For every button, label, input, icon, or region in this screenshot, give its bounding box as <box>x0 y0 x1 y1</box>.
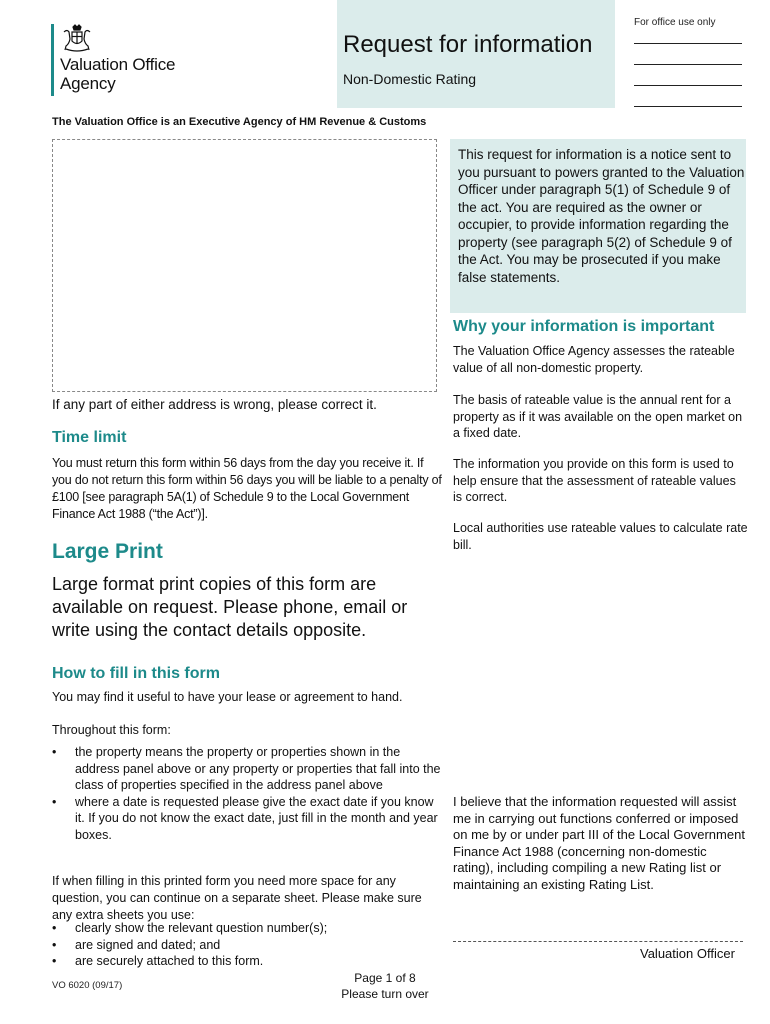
agency-statement: The Valuation Office is an Executive Agency of HM Revenue & Customs <box>52 116 427 128</box>
how-to-fill-heading: How to fill in this form <box>52 665 220 682</box>
royal-coat-of-arms-icon <box>60 24 94 54</box>
office-use-line-4 <box>634 106 742 107</box>
list-item-text: where a date is requested please give the exact date if you know it. If you do not know the exact date, just fill in the month and year boxes. <box>75 794 438 842</box>
why-paragraph-1: The Valuation Office Agency assesses the rateable value of all non-domestic property. <box>453 344 735 375</box>
list-item-text: are signed and dated; and <box>75 937 221 952</box>
address-panel <box>52 139 437 392</box>
throughout-label: Throughout this form: <box>52 723 171 737</box>
list-item <box>52 937 442 954</box>
page-indicator <box>335 970 435 1002</box>
list-item-text: clearly show the relevant question number(s); <box>75 921 328 935</box>
why-paragraph-4: Local authorities use rateable values to calculate rate bill. <box>453 521 748 552</box>
list-item <box>52 920 442 937</box>
why-paragraph-3: The information you provide on this form is used to help ensure that the assessment of rateable values is correct. <box>453 457 736 504</box>
large-print-heading: Large Print <box>52 540 163 563</box>
definitions-list <box>52 744 442 843</box>
list-item-text: the property means the property or properties shown in the address panel above or any property or properties that fall into the class of properties specified in the address panel above <box>75 745 441 792</box>
signature-line <box>453 941 743 942</box>
how-to-fill-intro: You may find it useful to have your lease or agreement to hand. <box>52 690 403 704</box>
signatory-label: Valuation Officer <box>640 946 735 961</box>
list-item-text: are securely attached to this form. <box>75 954 264 968</box>
bullet-marker: • <box>52 937 57 952</box>
time-limit-text: You must return this form within 56 days from the day you receive it. If you do not return this form within 56 days you will be liable to a penalty of £100 [see paragraph 5A(1) of Schedule 9 to the Local Government Finance Act 1988 (“the Act”)]. <box>52 456 442 521</box>
list-item <box>52 794 442 844</box>
why-important-heading: Why your information is important <box>453 318 715 335</box>
declaration-text: I believe that the information requested will assist me in carrying out functions conferred or imposed on me by or under part III of the Local Government Finance Act 1988 (concerning non-domestic rating), including compiling a new Rating list or maintaining an existing Rating List. <box>453 794 745 892</box>
page-title: Request for information <box>343 31 593 58</box>
office-use-line-2 <box>634 64 742 65</box>
bullet-marker: • <box>52 794 57 809</box>
office-use-line-1 <box>634 43 742 44</box>
bullet-marker: • <box>52 921 57 935</box>
address-correction-note: If any part of either address is wrong, please correct it. <box>52 397 377 412</box>
agency-name <box>60 55 175 93</box>
bullet-marker: • <box>52 954 57 968</box>
office-use-label: For office use only <box>634 17 716 28</box>
sheet-rules-list <box>52 920 442 970</box>
office-use-line-3 <box>634 85 742 86</box>
why-paragraph-2: The basis of rateable value is the annual rent for a property as if it was available on the open market on a fixed date. <box>453 393 743 440</box>
large-print-text: Large format print copies of this form are available on request. Please phone, email or write using the contact details opposite. <box>52 574 408 640</box>
extra-sheets-text: If when filling in this printed form you need more space for any question, you can continue on a separate sheet. Please make sure any extra sheets you use: <box>52 874 422 922</box>
list-item <box>52 744 442 794</box>
page-subtitle: Non-Domestic Rating <box>343 71 477 87</box>
list-item <box>52 953 442 970</box>
time-limit-heading: Time limit <box>52 429 127 446</box>
agency-name-line1: Valuation Office <box>60 55 176 74</box>
page-number: Page 1 of 8 <box>354 971 416 985</box>
form-reference: VO 6020 (09/17) <box>52 980 123 991</box>
agency-name-line2: Agency <box>60 74 116 93</box>
turn-over-note: Please turn over <box>341 987 429 1001</box>
bullet-marker: • <box>52 745 57 759</box>
legal-notice-text: This request for information is a notice sent to you pursuant to powers granted to the Valuation Officer under paragraph 5(1) of Schedule 9 of the act. You are required as the owner or occupier, to provide information regarding the property (see paragraph 5(2) of Schedule 9 of the Act. You may be prosecuted if you make false statements. <box>458 147 745 285</box>
logo-accent-bar <box>51 24 54 96</box>
